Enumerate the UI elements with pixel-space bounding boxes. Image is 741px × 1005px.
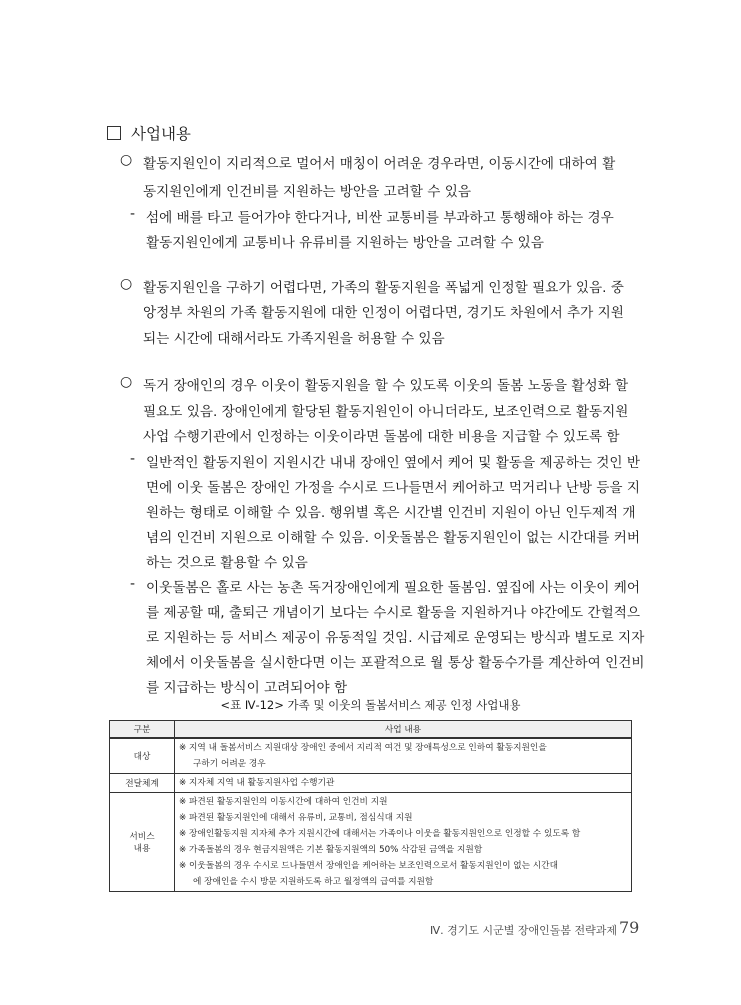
sub-paragraph-line: 념의 인건비 지원으로 이해할 수 있음. 이웃돌봄은 활동지원인이 없는 시간대를 커버 bbox=[146, 530, 641, 546]
sub-paragraph-line: 섬에 배를 타고 들어가야 한다거나, 비싼 교통비를 부과하고 통행해야 하는 경우 bbox=[146, 210, 614, 226]
paragraph-line: 되는 시간에 대해서라도 가족지원을 허용할 수 있음 bbox=[143, 331, 445, 347]
table-item: ※ 지역 내 돌봄서비스 지원대상 장애인 중에서 지리적 여건 및 장애특성으로 인하여 활동지원인을 bbox=[179, 743, 547, 753]
sub-paragraph-line: 활동지원인에게 교통비나 유류비를 지원하는 방안을 고려할 수 있음 bbox=[146, 235, 544, 251]
service-table bbox=[109, 720, 632, 892]
table-item: ※ 파견된 활동지원인에 대해서 유류비, 교통비, 점심식대 지원 bbox=[179, 813, 413, 823]
dash-bullet-icon: - bbox=[130, 576, 136, 592]
table-item: ※ 가족돌봄의 경우 현금지원액은 기본 활동지원액의 50% 삭감된 금액을 지원함 bbox=[179, 845, 483, 855]
paragraph-line: 사업 수행기관에서 인정하는 이웃이라면 돌봄에 대한 비용을 지급할 수 있도록 함 bbox=[143, 429, 620, 445]
section-title-text: 사업내용 bbox=[131, 125, 191, 143]
section-heading bbox=[107, 122, 191, 144]
sub-paragraph-line: 하는 것으로 활용할 수 있음 bbox=[146, 555, 308, 571]
table-item: ※ 장애인활동지원 지자체 추가 지원시간에 대해서는 가족이나 이웃을 활동지원인으로 인정할 수 있도록 함 bbox=[179, 829, 581, 839]
sub-paragraph-line: 체에서 이웃돌봄을 실시한다면 이는 포괄적으로 월 통상 활동수가를 계산하여 인건비 bbox=[146, 655, 645, 671]
table-header-row bbox=[110, 721, 632, 739]
sub-paragraph-line: 원하는 형태로 이해할 수 있음. 행위별 혹은 시간별 인건비 지원이 아닌 인두제적 개 bbox=[146, 505, 636, 521]
page-number: 79 bbox=[619, 918, 640, 937]
sub-paragraph-line: 면에 이웃 돌봄은 장애인 가정을 수시로 드나들면서 케어하고 먹거리나 난방 등을 지 bbox=[146, 480, 641, 496]
sub-paragraph-line: 로 지원하는 등 서비스 제공이 유동적일 것임. 시급제로 운영되는 방식과 별도로 지자 bbox=[146, 630, 645, 646]
paragraph-line: 동지원인에게 인건비를 지원하는 방안을 고려할 수 있음 bbox=[143, 184, 471, 200]
table-row bbox=[110, 793, 632, 892]
paragraph-line: 필요도 있음. 장애인에게 할당된 활동지원인이 아니더라도, 보조인력으로 활동지원 bbox=[143, 404, 629, 420]
dash-bullet-icon: - bbox=[130, 451, 136, 467]
table-cell-category: 서비스 내용 bbox=[110, 793, 175, 892]
sub-paragraph-line: 일반적인 활동지원이 지원시간 내내 장애인 옆에서 케어 및 활동을 제공하는 것인 반 bbox=[146, 455, 641, 471]
footer-chapter-title: Ⅳ. 경기도 시군별 장애인돌봄 전략과제 bbox=[430, 924, 618, 937]
dash-bullet-icon: - bbox=[130, 206, 136, 222]
sub-paragraph-line: 를 제공할 때, 출퇴근 개념이기 보다는 수시로 활동을 지원하거나 야간에도 간헐적으 bbox=[146, 605, 641, 621]
circle-bullet-icon: ○ bbox=[120, 152, 133, 168]
paragraph-line: 앙정부 차원의 가족 활동지원에 대한 인정이 어렵다면, 경기도 차원에서 추가 지원 bbox=[143, 305, 624, 321]
table-header-category: 구분 bbox=[110, 721, 175, 739]
circle-bullet-icon: ○ bbox=[120, 374, 133, 390]
table-item-continuation: 구하기 어려운 경우 bbox=[193, 759, 266, 769]
paragraph-line: 활동지원인을 구하기 어렵다면, 가족의 활동지원을 폭넓게 인정할 필요가 있음. 중 bbox=[143, 280, 624, 296]
table-row bbox=[110, 738, 632, 774]
paragraph-line: 활동지원인이 지리적으로 멀어서 매칭이 어려운 경우라면, 이동시간에 대하여 활 bbox=[143, 156, 616, 172]
table-cell-category: 전달체계 bbox=[110, 774, 175, 793]
table-row bbox=[110, 774, 632, 793]
table-cell-content bbox=[175, 774, 632, 793]
sub-paragraph-line: 를 지급하는 방식이 고려되어야 함 bbox=[146, 680, 348, 696]
table-item: ※ 이웃돌봄의 경우 수시로 드나들면서 장애인을 케어하는 보조인력으로서 활동지원인이 없는 시간대 bbox=[179, 861, 558, 871]
paragraph-line: 독거 장애인의 경우 이웃이 활동지원을 할 수 있도록 이웃의 돌봄 노동을 활성화 할 bbox=[143, 378, 629, 394]
table-item: ※ 지자체 지역 내 활동지원사업 수행기관 bbox=[179, 778, 335, 788]
circle-bullet-icon: ○ bbox=[120, 276, 133, 292]
table-cell-content bbox=[175, 738, 632, 774]
sub-paragraph-line: 이웃돌봄은 홀로 사는 농촌 독거장애인에게 필요한 돌봄임. 옆집에 사는 이웃이 케어 bbox=[146, 580, 641, 596]
checkbox-square-icon bbox=[107, 126, 121, 140]
table-item: ※ 파견된 활동지원인의 이동시간에 대하여 인건비 지원 bbox=[179, 797, 388, 807]
table-cell-content bbox=[175, 793, 632, 892]
table-item-continuation: 에 장애인을 수시 방문 지원하도록 하고 월정액의 급여를 지원함 bbox=[193, 877, 434, 887]
table-header-content: 사업 내용 bbox=[175, 721, 632, 739]
table-cell-category: 대상 bbox=[110, 738, 175, 774]
table-caption: <표 Ⅳ-12> 가족 및 이웃의 돌봄서비스 제공 인정 사업내용 bbox=[220, 698, 521, 712]
